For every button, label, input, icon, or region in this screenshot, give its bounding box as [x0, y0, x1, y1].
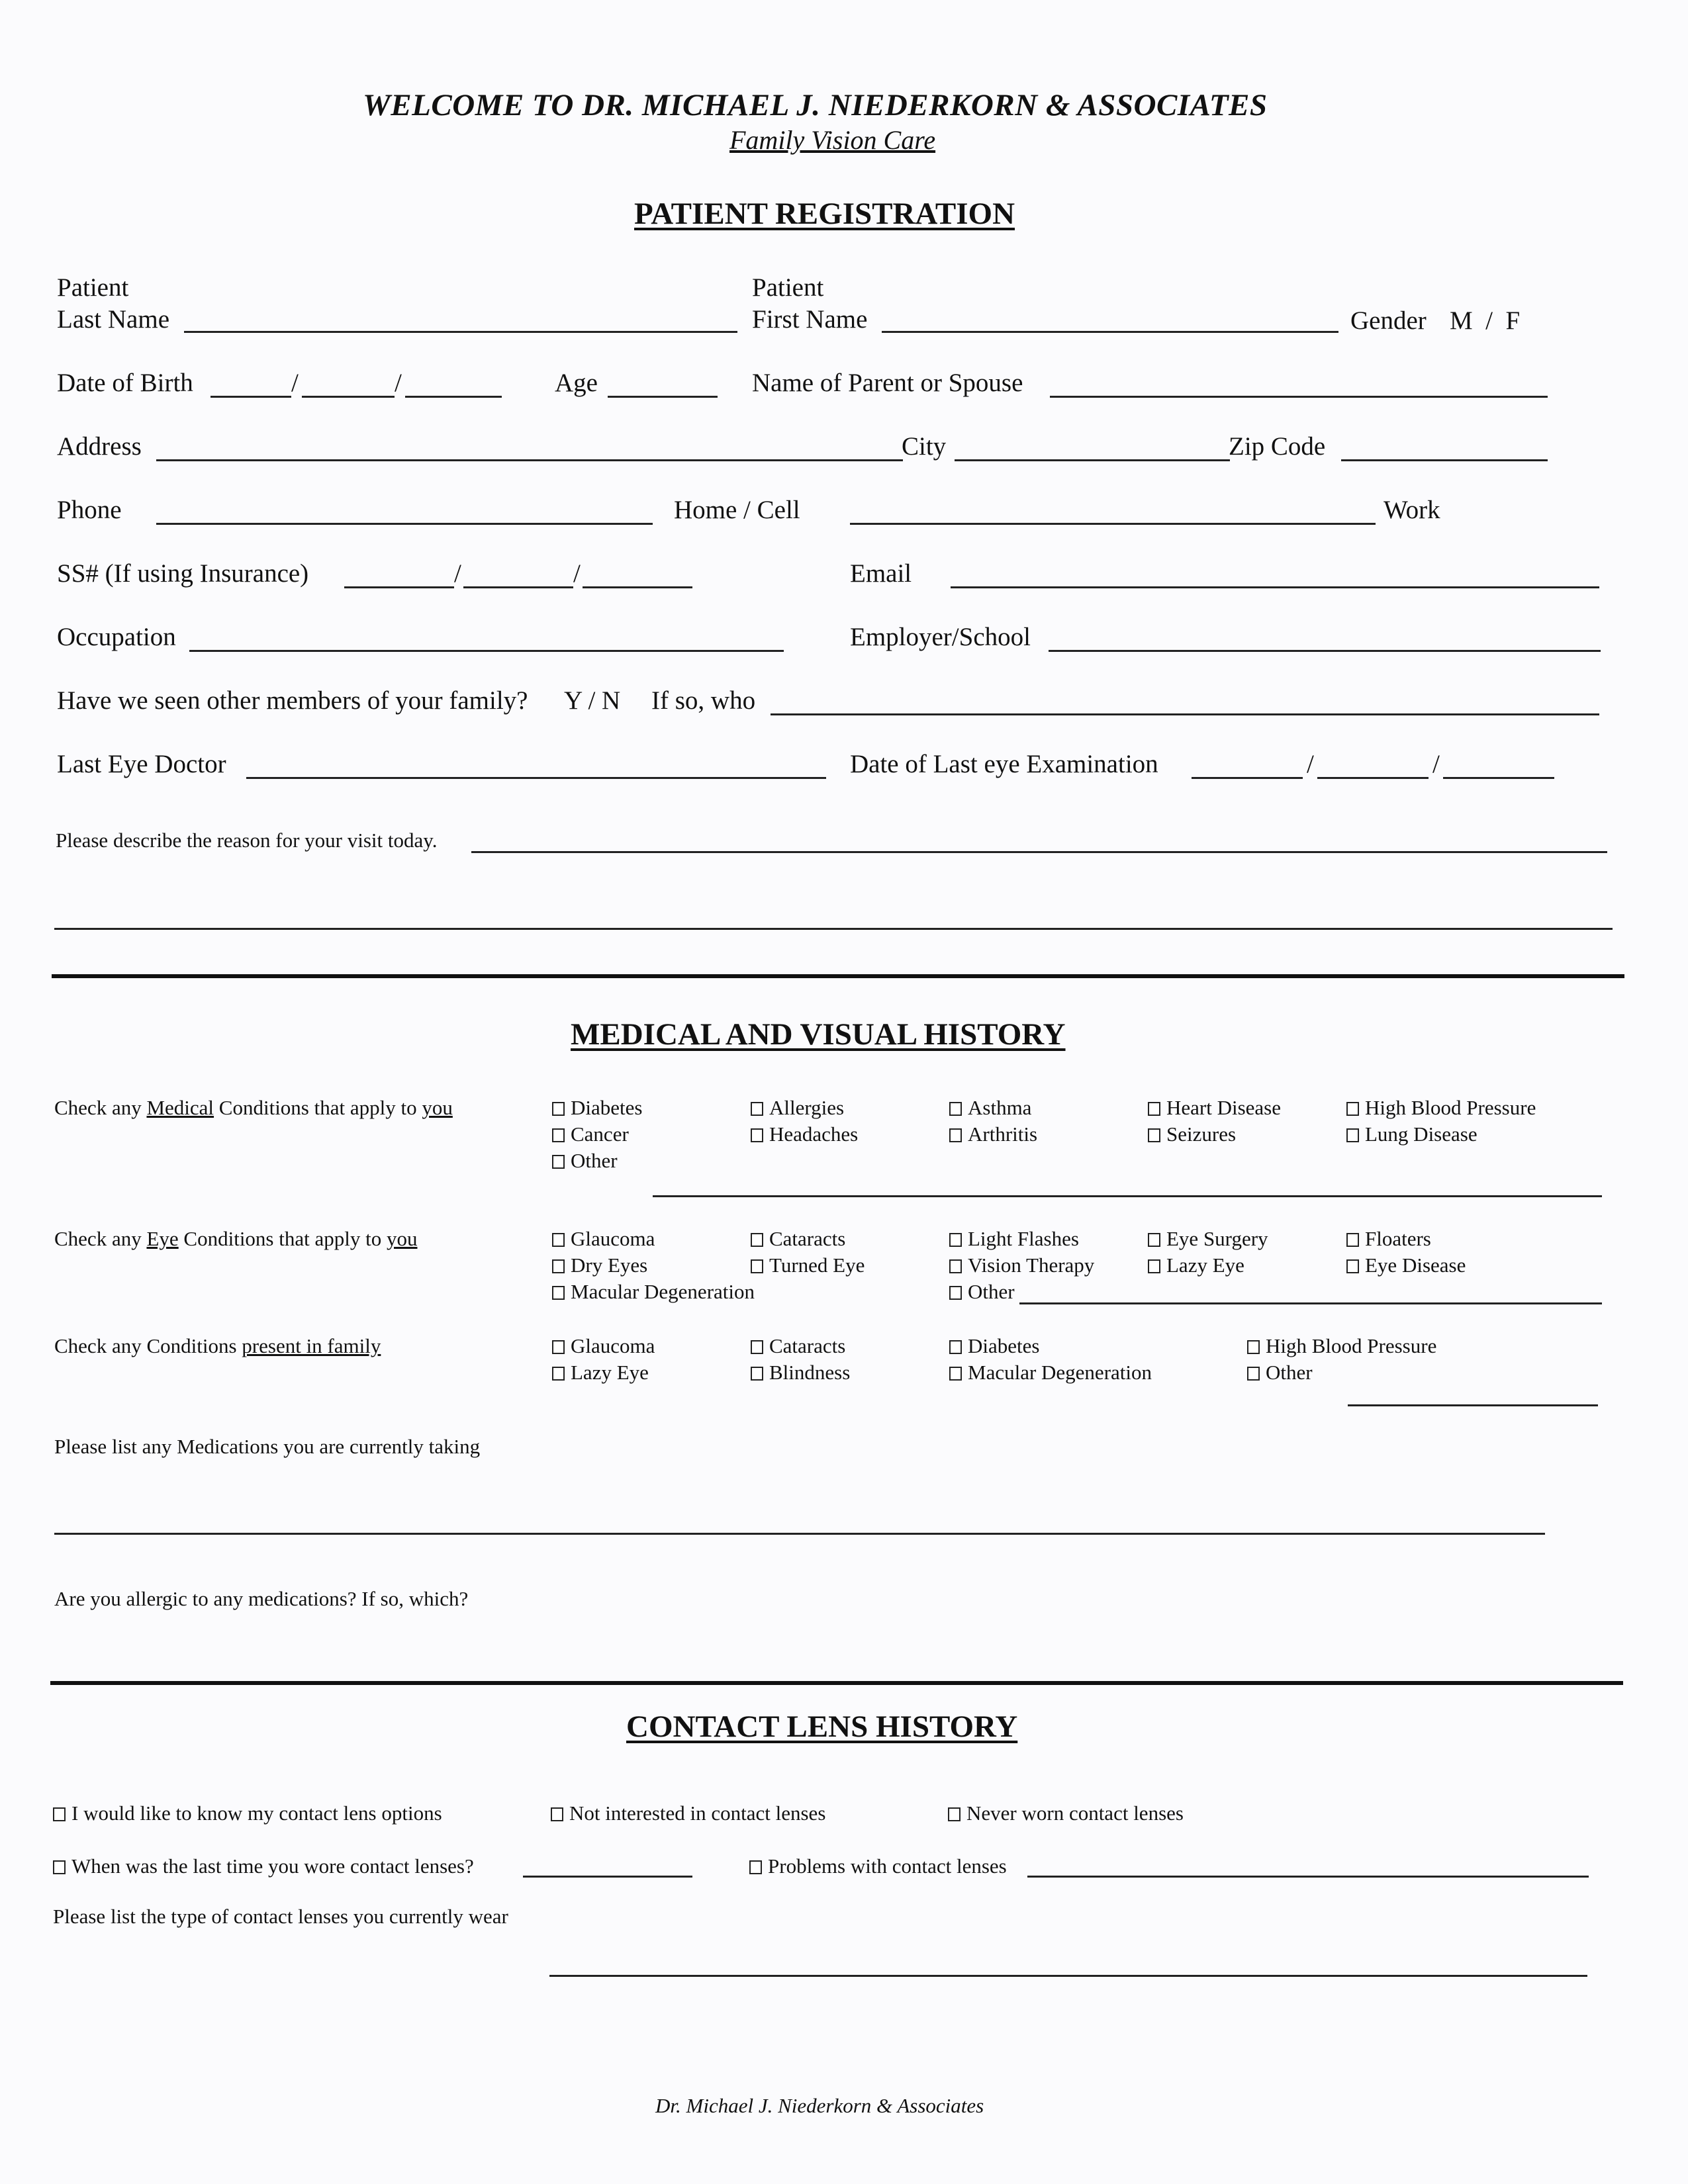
section-divider-2 — [50, 1681, 1623, 1685]
family-seen-yn[interactable]: Y / N — [564, 686, 621, 715]
checkbox-box[interactable] — [751, 1367, 763, 1381]
checkbox-contact-never-worn[interactable]: Never worn contact lenses — [948, 1801, 1184, 1825]
checkbox-eye-floaters[interactable]: Floaters — [1346, 1227, 1431, 1251]
email-label: Email — [850, 559, 912, 588]
last-name-label: Last Name — [57, 305, 170, 334]
medical-label-pre: Check any — [54, 1096, 147, 1119]
address-field[interactable] — [156, 459, 903, 461]
checkbox-box[interactable] — [1346, 1233, 1359, 1247]
checkbox-box[interactable] — [552, 1340, 565, 1354]
checkbox-contact-options[interactable]: I would like to know my contact lens options — [53, 1801, 442, 1825]
checkbox-eye-lazy-eye[interactable]: Lazy Eye — [1148, 1253, 1244, 1277]
zip-label: Zip Code — [1229, 432, 1326, 461]
last-exam-day-field[interactable] — [1317, 777, 1429, 779]
checkbox-family-glaucoma[interactable]: Glaucoma — [552, 1334, 655, 1358]
checkbox-box[interactable] — [1148, 1102, 1160, 1116]
last-exam-label: Date of Last eye Examination — [850, 750, 1158, 778]
section-divider-1 — [52, 974, 1624, 978]
checkbox-box[interactable] — [53, 1807, 66, 1821]
checkbox-box[interactable] — [552, 1367, 565, 1381]
checkbox-family-cataracts[interactable]: Cataracts — [751, 1334, 845, 1358]
checkbox-box[interactable] — [749, 1860, 762, 1874]
checkbox-box[interactable] — [552, 1102, 565, 1116]
checkbox-medical-arthritis[interactable]: Arthritis — [949, 1122, 1037, 1146]
if-so-who-label: If so, who — [651, 686, 756, 715]
contact-last-worn-field[interactable] — [523, 1876, 692, 1878]
employer-field[interactable] — [1049, 650, 1601, 652]
reason-field-1[interactable] — [471, 851, 1607, 853]
medications-label: Please list any Medications you are currently taking — [54, 1435, 481, 1458]
checkbox-eye-cataracts[interactable]: Cataracts — [751, 1227, 845, 1251]
age-label: Age — [555, 369, 598, 397]
zip-field[interactable] — [1341, 459, 1548, 461]
eye-label-you: you — [386, 1227, 418, 1250]
gender-label: Gender — [1350, 306, 1427, 335]
checkbox-box[interactable] — [1148, 1128, 1160, 1142]
family-label-pre: Check any Conditions — [54, 1334, 242, 1357]
medical-label-you: you — [422, 1096, 453, 1119]
medical-label-mid: Conditions that apply to — [214, 1096, 422, 1119]
ssn-slash-2: / — [573, 559, 581, 588]
dob-slash-1: / — [291, 369, 299, 397]
checkbox-box[interactable] — [1247, 1340, 1260, 1354]
checkbox-medical-lung-disease[interactable]: Lung Disease — [1346, 1122, 1477, 1146]
page-subtitle: Family Vision Care — [729, 125, 936, 155]
checkbox-box[interactable] — [552, 1155, 565, 1169]
occupation-label: Occupation — [57, 623, 176, 651]
checkbox-box[interactable] — [552, 1286, 565, 1300]
checkbox-box[interactable] — [949, 1286, 962, 1300]
checkbox-family-lazy-eye[interactable]: Lazy Eye — [552, 1361, 649, 1385]
checkbox-box[interactable] — [551, 1807, 563, 1821]
employer-label: Employer/School — [850, 623, 1031, 651]
family-other-field[interactable] — [1348, 1404, 1598, 1406]
checkbox-family-blindness[interactable]: Blindness — [751, 1361, 850, 1385]
medical-conditions-label — [54, 1096, 453, 1120]
checkbox-box[interactable] — [751, 1233, 763, 1247]
page-title: WELCOME TO DR. MICHAEL J. NIEDERKORN & ASSOCIATES — [363, 88, 1268, 122]
checkbox-box[interactable] — [1346, 1259, 1359, 1273]
checkbox-medical-other[interactable]: Other — [552, 1149, 618, 1173]
eye-conditions-label — [54, 1227, 417, 1251]
contact-problems-field[interactable] — [1027, 1876, 1589, 1878]
work-label: Work — [1383, 496, 1440, 524]
checkbox-box[interactable] — [1148, 1259, 1160, 1273]
occupation-field[interactable] — [189, 650, 784, 652]
checkbox-box[interactable] — [949, 1259, 962, 1273]
checkbox-box[interactable] — [751, 1340, 763, 1354]
first-name-label: First Name — [752, 305, 868, 334]
eye-label-mid: Conditions that apply to — [178, 1227, 387, 1250]
family-label-present: present in family — [242, 1334, 381, 1357]
checkbox-eye-dry-eyes[interactable]: Dry Eyes — [552, 1253, 647, 1277]
family-seen-label: Have we seen other members of your family? — [57, 686, 528, 715]
checkbox-box[interactable] — [751, 1102, 763, 1116]
checkbox-box[interactable] — [751, 1259, 763, 1273]
checkbox-family-high-blood-pressure[interactable]: High Blood Pressure — [1247, 1334, 1436, 1358]
checkbox-family-macular-degeneration[interactable]: Macular Degeneration — [949, 1361, 1152, 1385]
checkbox-box[interactable] — [949, 1340, 962, 1354]
checkbox-box[interactable] — [948, 1807, 961, 1821]
work-phone-field[interactable] — [850, 523, 1376, 525]
home-cell-label: Home / Cell — [674, 496, 800, 524]
checkbox-medical-allergies[interactable]: Allergies — [751, 1096, 844, 1120]
checkbox-box[interactable] — [1247, 1367, 1260, 1381]
checkbox-family-other[interactable]: Other — [1247, 1361, 1313, 1385]
checkbox-eye-light-flashes[interactable]: Light Flashes — [949, 1227, 1079, 1251]
checkbox-box[interactable] — [552, 1128, 565, 1142]
checkbox-box[interactable] — [1346, 1102, 1359, 1116]
checkbox-box[interactable] — [552, 1233, 565, 1247]
checkbox-box[interactable] — [751, 1128, 763, 1142]
checkbox-medical-heart-disease[interactable]: Heart Disease — [1148, 1096, 1281, 1120]
checkbox-eye-glaucoma[interactable]: Glaucoma — [552, 1227, 655, 1251]
ssn-label: SS# (If using Insurance) — [57, 559, 309, 588]
dob-month-field[interactable] — [211, 396, 291, 398]
patient-label-2: Patient — [752, 273, 824, 302]
checkbox-box[interactable] — [949, 1102, 962, 1116]
last-doctor-field[interactable] — [246, 777, 826, 779]
ssn-part1-field[interactable] — [344, 586, 454, 588]
footer-text: Dr. Michael J. Niederkorn & Associates — [655, 2094, 984, 2117]
medications-field[interactable] — [54, 1533, 1545, 1535]
checkbox-medical-asthma[interactable]: Asthma — [949, 1096, 1031, 1120]
checkbox-family-diabetes[interactable]: Diabetes — [949, 1334, 1039, 1358]
family-who-field[interactable] — [771, 713, 1599, 715]
address-label: Address — [57, 432, 142, 461]
checkbox-box[interactable] — [949, 1367, 962, 1381]
checkbox-eye-vision-therapy[interactable]: Vision Therapy — [949, 1253, 1094, 1277]
age-field[interactable] — [608, 396, 718, 398]
checkbox-contact-problems[interactable]: Problems with contact lenses — [749, 1854, 1007, 1878]
city-label: City — [902, 432, 947, 461]
dob-day-field[interactable] — [302, 396, 395, 398]
email-field[interactable] — [951, 586, 1599, 588]
last-exam-slash-2: / — [1432, 750, 1440, 778]
eye-label-pre: Check any — [54, 1227, 147, 1250]
eye-other-field[interactable] — [1019, 1302, 1602, 1304]
ssn-part3-field[interactable] — [583, 586, 692, 588]
checkbox-box[interactable] — [949, 1233, 962, 1247]
checkbox-box[interactable] — [552, 1259, 565, 1273]
last-exam-slash-1: / — [1307, 750, 1314, 778]
medical-label-medical: Medical — [146, 1096, 214, 1119]
checkbox-contact-last-worn[interactable]: When was the last time you wore contact lenses? — [53, 1854, 474, 1878]
contact-type-label: Please list the type of contact lenses you currently wear — [53, 1905, 508, 1928]
contact-type-field[interactable] — [549, 1975, 1587, 1977]
phone-label: Phone — [57, 496, 122, 524]
checkbox-medical-cancer[interactable]: Cancer — [552, 1122, 629, 1146]
checkbox-box[interactable] — [1346, 1128, 1359, 1142]
medical-other-field[interactable] — [653, 1195, 1602, 1197]
checkbox-box[interactable] — [949, 1128, 962, 1142]
gender-options[interactable]: M / F — [1450, 306, 1521, 335]
checkbox-contact-not-interested[interactable]: Not interested in contact lenses — [551, 1801, 825, 1825]
family-conditions-label — [54, 1334, 381, 1358]
checkbox-eye-disease[interactable]: Eye Disease — [1346, 1253, 1466, 1277]
checkbox-box[interactable] — [1148, 1233, 1160, 1247]
checkbox-eye-other[interactable]: Other — [949, 1280, 1015, 1304]
checkbox-box[interactable] — [53, 1860, 66, 1874]
ssn-slash-1: / — [454, 559, 461, 588]
city-field[interactable] — [955, 459, 1230, 461]
home-phone-field[interactable] — [156, 523, 653, 525]
ssn-part2-field[interactable] — [463, 586, 573, 588]
dob-label: Date of Birth — [57, 369, 193, 397]
checkbox-eye-surgery[interactable]: Eye Surgery — [1148, 1227, 1268, 1251]
last-name-field[interactable] — [184, 331, 737, 333]
allergic-label: Are you allergic to any medications? If so, which? — [54, 1587, 469, 1610]
reason-field-2[interactable] — [54, 928, 1613, 930]
checkbox-medical-diabetes[interactable]: Diabetes — [552, 1096, 642, 1120]
last-exam-year-field[interactable] — [1443, 777, 1554, 779]
last-exam-month-field[interactable] — [1192, 777, 1303, 779]
checkbox-eye-turned-eye[interactable]: Turned Eye — [751, 1253, 865, 1277]
reason-label: Please describe the reason for your visit today. — [56, 829, 438, 852]
dob-slash-2: / — [395, 369, 402, 397]
checkbox-medical-seizures[interactable]: Seizures — [1148, 1122, 1236, 1146]
checkbox-medical-high-blood-pressure[interactable]: High Blood Pressure — [1346, 1096, 1536, 1120]
checkbox-medical-headaches[interactable]: Headaches — [751, 1122, 858, 1146]
patient-label-1: Patient — [57, 273, 129, 302]
section-title-contact: CONTACT LENS HISTORY — [626, 1709, 1018, 1744]
dob-year-field[interactable] — [405, 396, 502, 398]
parent-spouse-field[interactable] — [1050, 396, 1548, 398]
checkbox-eye-macular-degeneration[interactable]: Macular Degeneration — [552, 1280, 755, 1304]
last-doctor-label: Last Eye Doctor — [57, 750, 226, 778]
first-name-field[interactable] — [882, 331, 1338, 333]
eye-label-eye: Eye — [146, 1227, 179, 1250]
parent-spouse-label: Name of Parent or Spouse — [752, 369, 1023, 397]
section-title-registration: PATIENT REGISTRATION — [634, 197, 1015, 231]
section-title-medical: MEDICAL AND VISUAL HISTORY — [571, 1017, 1066, 1052]
